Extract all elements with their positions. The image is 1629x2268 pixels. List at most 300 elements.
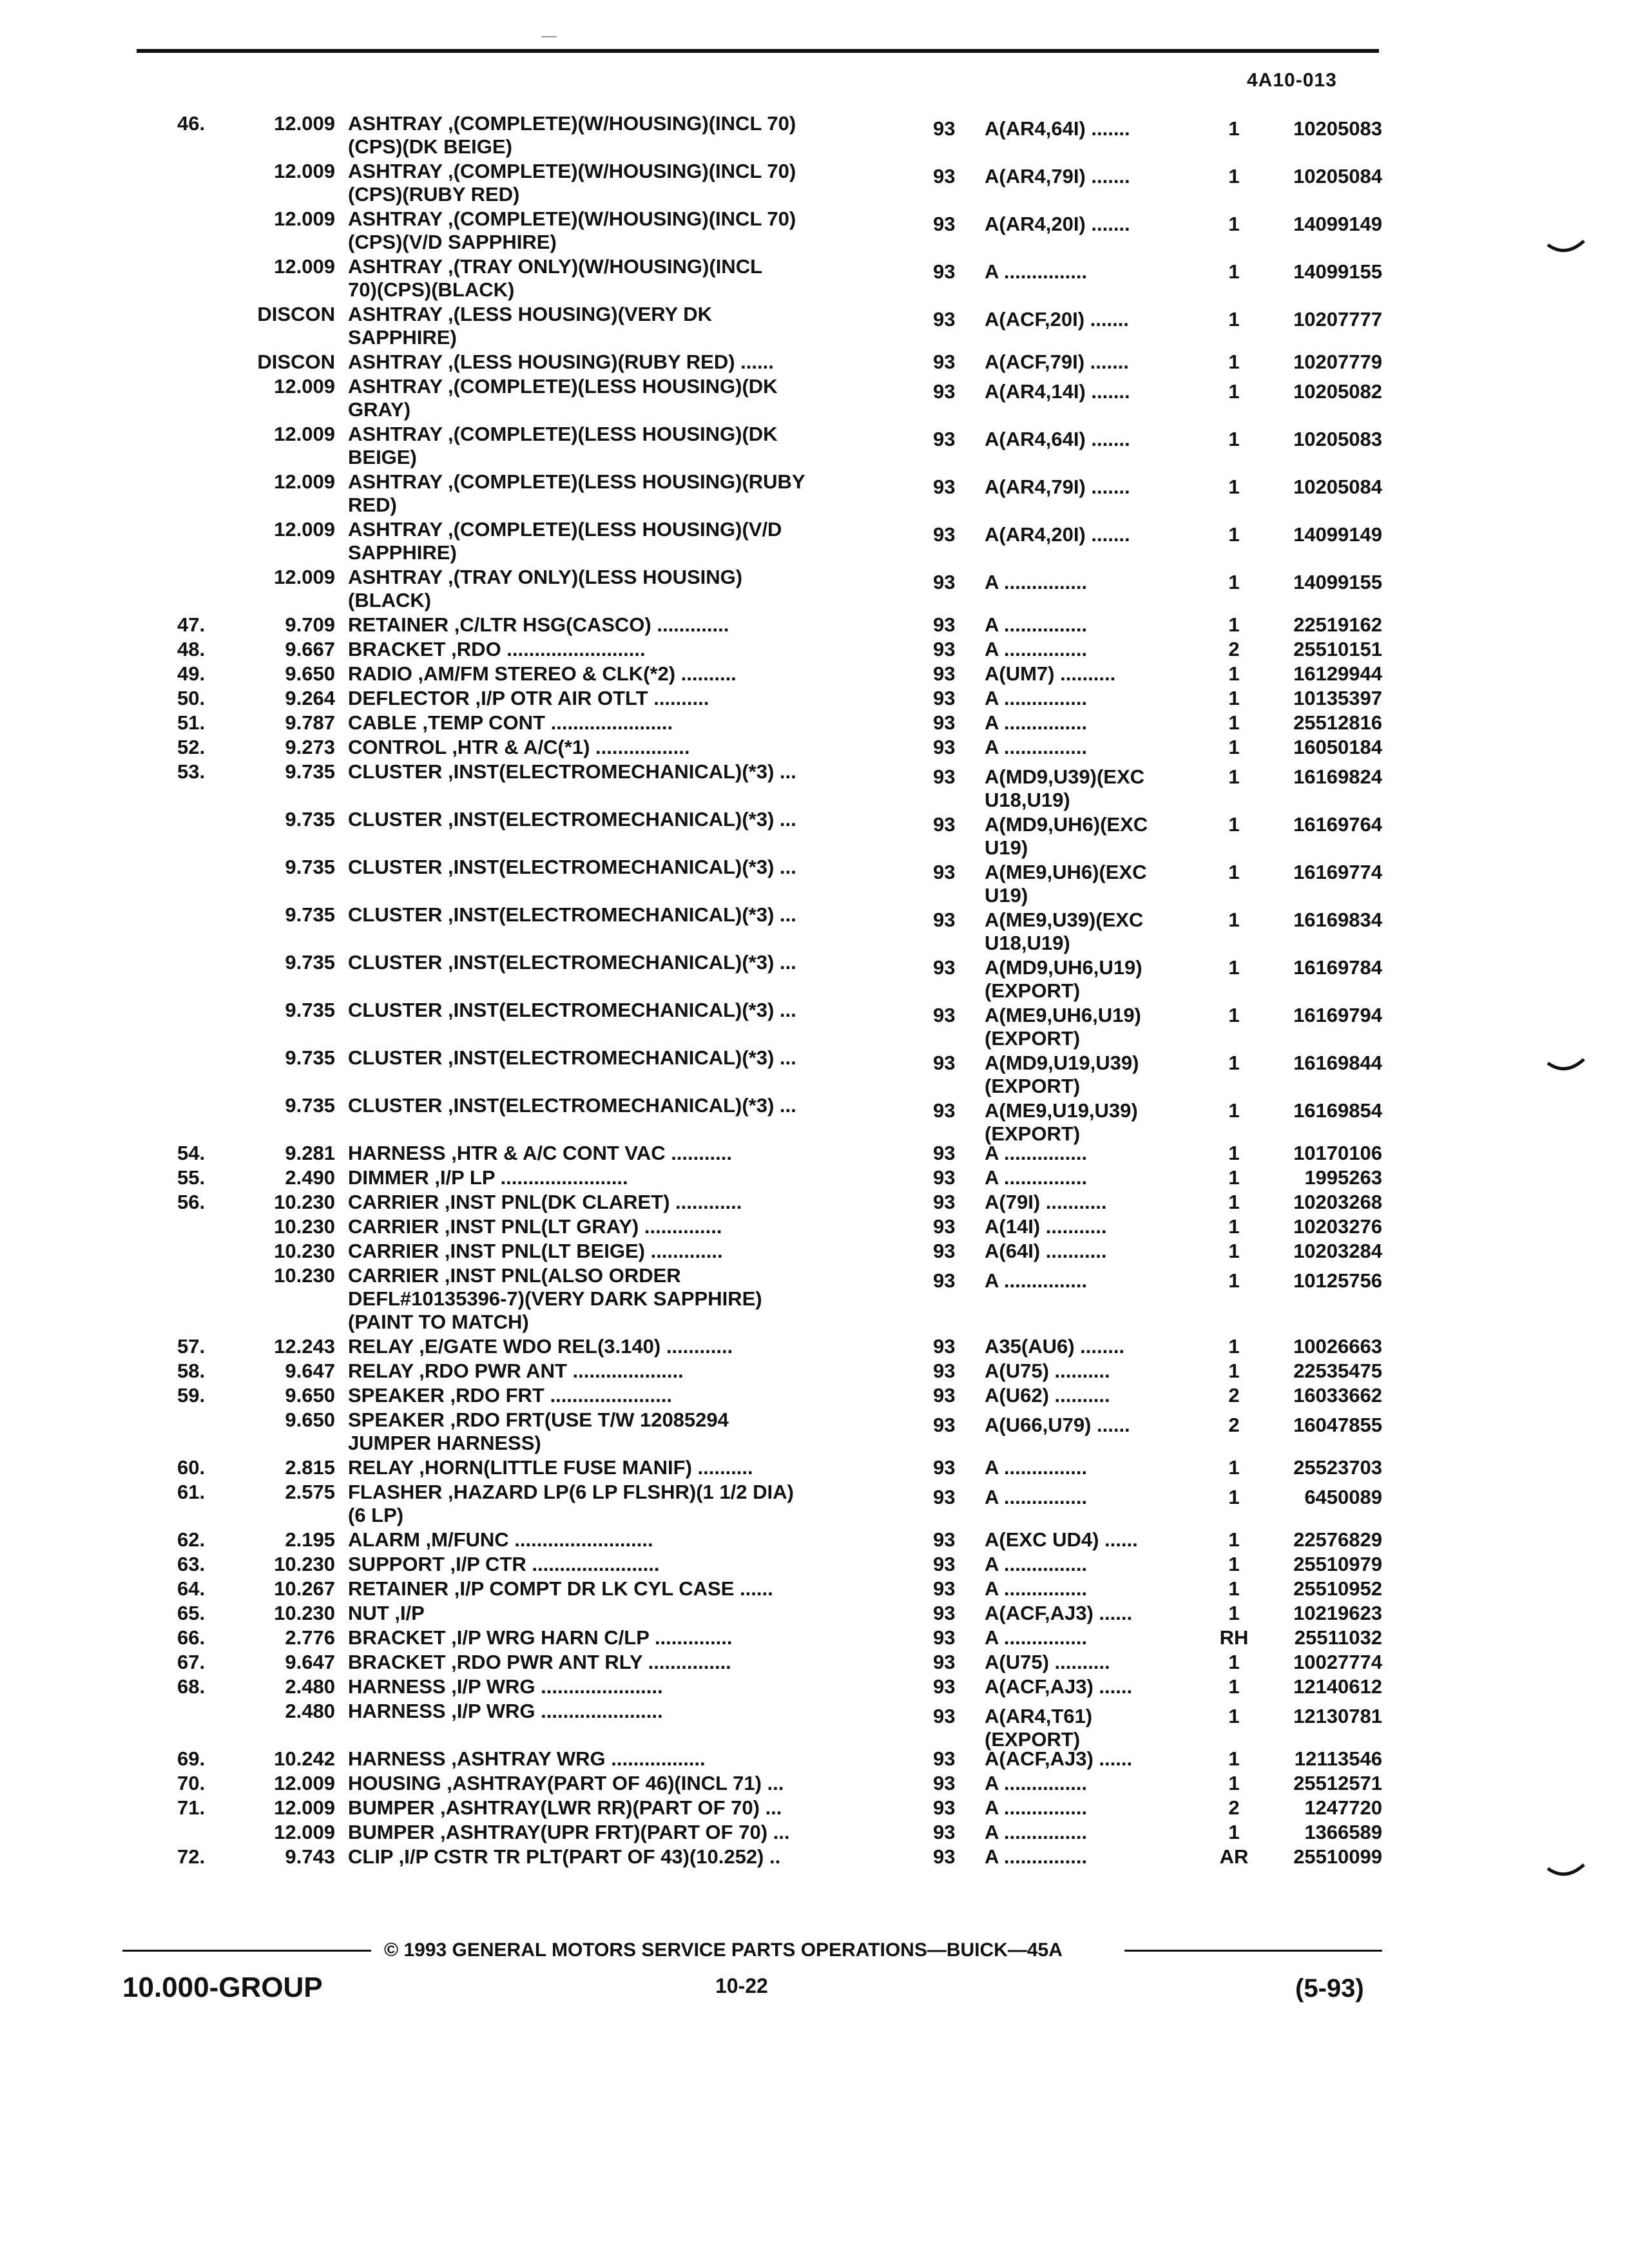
part-detail-continued: BEIGE) (348, 446, 417, 468)
model-code-continued: (EXPORT) (985, 1027, 1081, 1050)
group-number: 2.195 (285, 1528, 335, 1551)
part-description (348, 470, 889, 517)
model-year: 93 (933, 1651, 956, 1673)
parts-row (0, 1700, 1629, 1751)
part-number: 16169834 (1293, 908, 1382, 931)
part-number: 25510979 (1293, 1553, 1382, 1575)
model-code: A ............... (985, 1577, 1088, 1600)
model-code-continued: U18,U19) (985, 932, 1070, 954)
model-code: A ............... (985, 571, 1088, 593)
part-detail: ,I/P WRG HARN C/LP .............. (445, 1626, 733, 1649)
model-year: 93 (933, 1675, 956, 1698)
part-name: CLUSTER (348, 1046, 443, 1069)
model-year: 93 (933, 1705, 956, 1727)
part-detail-continued: (CPS)(V/D SAPPHIRE) (348, 231, 557, 253)
quantity: 1 (1228, 1528, 1240, 1551)
model-usage (985, 1360, 1217, 1383)
part-description (348, 423, 889, 469)
group-number: 2.480 (285, 1700, 335, 1722)
quantity: 1 (1228, 908, 1240, 931)
part-detail: ,RDO FRT(USE T/W 12085294 (444, 1408, 729, 1431)
part-name: RETAINER (348, 613, 449, 636)
model-usage (985, 1142, 1217, 1165)
parts-row (0, 1747, 1629, 1772)
parts-row (0, 351, 1629, 375)
part-number: 10135397 (1293, 687, 1382, 709)
revision-date: (5-93) (1295, 1974, 1364, 2003)
model-usage (985, 1651, 1217, 1674)
model-usage (985, 476, 1217, 499)
group-number: DISCON (257, 351, 335, 373)
model-year: 93 (933, 861, 956, 883)
ref-number: 60. (177, 1456, 206, 1479)
part-number: 1995263 (1304, 1166, 1382, 1189)
quantity: 2 (1228, 1414, 1240, 1436)
part-name: BRACKET (348, 638, 446, 660)
parts-row (0, 1094, 1629, 1145)
part-detail: ,(COMPLETE)(W/HOUSING)(INCL 70) (442, 112, 796, 135)
model-usage (985, 213, 1217, 236)
part-detail: ,I/P WRG ...................... (445, 1675, 663, 1698)
ref-number: 52. (177, 736, 206, 758)
part-detail: ,(COMPLETE)(LESS HOUSING)(DK (442, 423, 778, 445)
parts-row (0, 1675, 1629, 1700)
part-detail-continued: (6 LP) (348, 1504, 404, 1526)
model-code: A ............... (985, 1626, 1088, 1649)
model-year: 93 (933, 1191, 956, 1213)
group-number: 10.230 (274, 1553, 335, 1575)
model-code: A ............... (985, 260, 1088, 283)
part-detail: ,I/P CSTR TR PLT(PART OF 43)(10.252) .. (393, 1845, 781, 1868)
part-name: ASHTRAY (348, 423, 443, 445)
part-name: ALARM (348, 1528, 420, 1551)
part-description (348, 662, 889, 686)
part-detail-continued: RED) (348, 494, 397, 516)
part-detail-continued: (CPS)(RUBY RED) (348, 183, 520, 206)
part-number: 25512816 (1293, 711, 1382, 734)
parts-row (0, 160, 1629, 207)
footer-rule-left (122, 1950, 371, 1952)
part-name: CARRIER (348, 1240, 439, 1262)
model-year: 93 (933, 956, 956, 979)
model-code: A(ACF,AJ3) ...... (985, 1747, 1133, 1770)
part-number: 10027774 (1293, 1651, 1382, 1673)
model-usage (985, 813, 1217, 860)
part-detail: ,RDO PWR ANT RLY ............... (445, 1651, 731, 1673)
model-code: A(UM7) .......... (985, 662, 1116, 685)
part-number: 10125756 (1293, 1269, 1382, 1292)
part-name: CLUSTER (348, 903, 443, 926)
part-name: SPEAKER (348, 1384, 445, 1407)
quantity: AR (1219, 1845, 1249, 1868)
model-usage (985, 1240, 1217, 1263)
part-number: 22576829 (1293, 1528, 1382, 1551)
quantity: 1 (1228, 1215, 1240, 1238)
quantity: 1 (1228, 260, 1240, 283)
model-year: 93 (933, 1004, 956, 1026)
part-detail-continued: SAPPHIRE) (348, 326, 457, 349)
group-number: 12.009 (274, 112, 335, 135)
group-number: 9.735 (285, 951, 335, 974)
part-description (348, 1408, 889, 1455)
quantity: 1 (1228, 165, 1240, 187)
model-usage (985, 260, 1217, 284)
parts-row (0, 112, 1629, 160)
part-description (348, 112, 889, 159)
part-name: CARRIER (348, 1215, 439, 1238)
part-description (348, 1747, 889, 1771)
model-code: A(ACF,AJ3) ...... (985, 1602, 1133, 1624)
ref-number: 57. (177, 1335, 206, 1358)
group-number: 9.650 (285, 1408, 335, 1431)
model-code: A(AR4,64I) ....... (985, 428, 1130, 450)
model-code: A ............... (985, 687, 1088, 709)
part-description (348, 1602, 889, 1625)
quantity: 1 (1228, 1099, 1240, 1122)
parts-row (0, 1384, 1629, 1408)
model-usage (985, 765, 1217, 812)
model-code: A(ACF,79I) ....... (985, 351, 1129, 373)
model-code: A(ME9,UH6,U19) (985, 1004, 1141, 1026)
part-number: 12113546 (1294, 1747, 1382, 1770)
model-year: 93 (933, 1052, 956, 1074)
group-number: 10.230 (274, 1240, 335, 1262)
model-usage (985, 1166, 1217, 1189)
ref-number: 56. (177, 1191, 206, 1213)
parts-row (0, 1602, 1629, 1626)
model-year: 93 (933, 1528, 956, 1551)
model-usage (985, 1626, 1217, 1649)
part-detail-continued: (CPS)(DK BEIGE) (348, 135, 512, 158)
parts-row (0, 1528, 1629, 1553)
group-number: 9.281 (285, 1142, 335, 1164)
quantity: 1 (1228, 1553, 1240, 1575)
parts-row (0, 951, 1629, 1002)
model-year: 93 (933, 1269, 956, 1292)
ref-number: 55. (177, 1166, 206, 1189)
model-usage (985, 165, 1217, 188)
model-year: 93 (933, 476, 956, 498)
model-code: A(ACF,20I) ....... (985, 308, 1129, 331)
part-number: 10203276 (1293, 1215, 1382, 1238)
model-usage (985, 1269, 1217, 1293)
ref-number: 70. (177, 1772, 206, 1794)
ref-number: 47. (177, 613, 206, 636)
parts-row (0, 1481, 1629, 1528)
part-number: 16169774 (1293, 861, 1382, 883)
model-code: A(AR4,64I) ....... (985, 117, 1130, 140)
model-usage (985, 1796, 1217, 1820)
parts-row (0, 1360, 1629, 1384)
part-detail: ,I/P OTR AIR OTLT .......... (469, 687, 709, 709)
model-year: 93 (933, 1845, 956, 1868)
part-number: 1247720 (1304, 1796, 1382, 1819)
parts-row (0, 1796, 1629, 1821)
part-name: RELAY (348, 1335, 414, 1358)
ref-number: 69. (177, 1747, 206, 1770)
quantity: 1 (1228, 1602, 1240, 1624)
part-detail: ,(COMPLETE)(LESS HOUSING)(DK (442, 375, 778, 398)
part-description (348, 1264, 889, 1334)
model-code: A ............... (985, 638, 1088, 660)
part-name: RADIO (348, 662, 412, 685)
part-detail: ,ASHTRAY(UPR FRT)(PART OF 70) ... (434, 1821, 790, 1843)
quantity: RH (1219, 1626, 1249, 1649)
quantity: 1 (1228, 1166, 1240, 1189)
part-number: 10203284 (1293, 1240, 1382, 1262)
quantity: 1 (1228, 1360, 1240, 1382)
part-description (348, 351, 889, 374)
part-description (348, 1626, 889, 1649)
part-description (348, 613, 889, 637)
quantity: 1 (1228, 1577, 1240, 1600)
part-number: 25511032 (1294, 1626, 1382, 1649)
model-code-continued: (EXPORT) (985, 979, 1081, 1002)
model-usage (985, 351, 1217, 374)
part-detail: ,INST(ELECTROMECHANICAL)(*3) ... (442, 951, 796, 974)
part-description (348, 1481, 889, 1527)
model-code: A ............... (985, 1166, 1088, 1189)
model-usage (985, 1772, 1217, 1795)
quantity: 1 (1228, 1335, 1240, 1358)
binding-mark (1547, 238, 1585, 258)
part-number: 16169794 (1293, 1004, 1382, 1026)
parts-row (0, 518, 1629, 566)
group-number: 9.647 (285, 1360, 335, 1382)
group-number: 12.243 (274, 1335, 335, 1358)
part-name: DIMMER (348, 1166, 429, 1189)
parts-row (0, 303, 1629, 351)
parts-row (0, 1191, 1629, 1215)
model-year: 93 (933, 1384, 956, 1407)
quantity: 1 (1228, 213, 1240, 235)
part-name: ASHTRAY (348, 207, 443, 230)
part-description (348, 1094, 889, 1117)
parts-row (0, 1626, 1629, 1651)
group-number: 2.815 (285, 1456, 335, 1479)
group-number: 12.009 (274, 518, 335, 541)
part-description (348, 903, 889, 927)
part-detail-continued: (PAINT TO MATCH) (348, 1311, 529, 1333)
model-usage (985, 1099, 1217, 1146)
parts-table (0, 112, 1629, 1870)
model-year: 93 (933, 165, 956, 187)
part-detail: ,ASHTRAY(LWR RR)(PART OF 70) ... (434, 1796, 782, 1819)
part-name: CLUSTER (348, 999, 443, 1021)
part-detail: ,INST(ELECTROMECHANICAL)(*3) ... (442, 856, 796, 878)
model-year: 93 (933, 1602, 956, 1624)
model-code: A(MD9,U19,U39) (985, 1052, 1139, 1074)
part-name: FLASHER (348, 1481, 443, 1503)
group-number: 10.242 (274, 1747, 335, 1770)
model-usage (985, 908, 1217, 955)
model-usage (985, 380, 1217, 403)
part-name: CLUSTER (348, 808, 443, 831)
part-detail: ,(COMPLETE)(W/HOUSING)(INCL 70) (442, 207, 796, 230)
model-usage (985, 687, 1217, 710)
part-description (348, 160, 889, 206)
part-detail: ,HORN(LITTLE FUSE MANIF) .......... (413, 1456, 753, 1479)
model-usage (985, 662, 1217, 686)
part-number: 10205084 (1293, 476, 1382, 498)
quantity: 2 (1228, 1384, 1240, 1407)
part-description (348, 1456, 889, 1479)
model-usage (985, 861, 1217, 907)
group-number: 12.009 (274, 160, 335, 182)
part-detail: ,E/GATE WDO REL(3.140) ............ (413, 1335, 733, 1358)
model-usage (985, 1577, 1217, 1600)
model-code: A(MD9,UH6,U19) (985, 956, 1142, 979)
part-number: 10205082 (1293, 380, 1382, 403)
group-label: 10.000-GROUP (122, 1972, 323, 2003)
quantity: 1 (1228, 1675, 1240, 1698)
part-detail: ,(TRAY ONLY)(LESS HOUSING) (442, 566, 743, 588)
part-detail: ,I/P WRG ...................... (445, 1700, 663, 1722)
model-code: A(ME9,UH6)(EXC (985, 861, 1147, 883)
part-number: 10203268 (1293, 1191, 1382, 1213)
quantity: 1 (1228, 1142, 1240, 1164)
model-code: A(U66,U79) ...... (985, 1414, 1130, 1436)
model-year: 93 (933, 662, 956, 685)
quantity: 1 (1228, 571, 1240, 593)
binding-mark (1547, 1057, 1585, 1076)
ref-number: 46. (177, 112, 206, 135)
part-name: ASHTRAY (348, 351, 443, 373)
quantity: 1 (1228, 1821, 1240, 1843)
parts-row (0, 760, 1629, 811)
quantity: 1 (1228, 1191, 1240, 1213)
part-description (348, 638, 889, 661)
part-name: HOUSING (348, 1772, 441, 1794)
parts-row (0, 1335, 1629, 1360)
part-name: CONTROL (348, 736, 447, 758)
group-number: DISCON (257, 303, 335, 325)
group-number: 9.650 (285, 662, 335, 685)
model-code-continued: U19) (985, 836, 1028, 859)
part-description (348, 1384, 889, 1407)
quantity: 1 (1228, 523, 1240, 546)
parts-row (0, 470, 1629, 518)
part-number: 16169854 (1293, 1099, 1382, 1122)
ref-number: 53. (177, 760, 206, 783)
model-code: A(ME9,U19,U39) (985, 1099, 1138, 1122)
parts-row (0, 808, 1629, 859)
parts-row (0, 423, 1629, 470)
model-year: 93 (933, 1486, 956, 1508)
page-number: 10-22 (715, 1974, 768, 1997)
part-detail: ,I/P COMPT DR LK CYL CASE ...... (448, 1577, 773, 1600)
part-description (348, 1772, 889, 1795)
quantity: 1 (1228, 1240, 1240, 1262)
part-detail: ,INST(ELECTROMECHANICAL)(*3) ... (442, 808, 796, 831)
model-usage (985, 1191, 1217, 1214)
part-number: 10207777 (1293, 308, 1382, 331)
group-number: 2.490 (285, 1166, 335, 1189)
group-number: 2.776 (285, 1626, 335, 1649)
parts-row (0, 638, 1629, 662)
quantity: 1 (1228, 1052, 1240, 1074)
part-description (348, 1142, 889, 1165)
part-name: ASHTRAY (348, 255, 443, 278)
model-usage (985, 1528, 1217, 1552)
quantity: 2 (1228, 1796, 1240, 1819)
model-usage (985, 117, 1217, 140)
part-number: 10219623 (1293, 1602, 1382, 1624)
part-description (348, 1821, 889, 1844)
binding-mark (1547, 1862, 1585, 1881)
part-number: 22535475 (1293, 1360, 1382, 1382)
group-number: 9.735 (285, 1046, 335, 1069)
model-usage (985, 1705, 1217, 1751)
model-year: 93 (933, 1772, 956, 1794)
model-code: A35(AU6) ........ (985, 1335, 1125, 1358)
model-code-continued: (EXPORT) (985, 1075, 1081, 1097)
part-description (348, 1553, 889, 1576)
model-year: 93 (933, 1796, 956, 1819)
group-number: 9.735 (285, 903, 335, 926)
parts-row (0, 1408, 1629, 1456)
group-number: 12.009 (274, 207, 335, 230)
model-year: 93 (933, 1414, 956, 1436)
model-code: A(ME9,U39)(EXC (985, 908, 1144, 931)
model-code-continued: (EXPORT) (985, 1122, 1081, 1145)
model-code-continued: U18,U19) (985, 789, 1070, 811)
part-description (348, 711, 889, 735)
part-description (348, 1046, 889, 1070)
part-detail: ,INST PNL(LT BEIGE) ............. (439, 1240, 723, 1262)
group-number: 12.009 (274, 1796, 335, 1819)
ref-number: 48. (177, 638, 206, 660)
model-code: A(14I) ........... (985, 1215, 1107, 1238)
model-year: 93 (933, 1456, 956, 1479)
part-detail: ,HTR & A/C(*1) ................. (446, 736, 690, 758)
model-year: 93 (933, 1821, 956, 1843)
ref-number: 65. (177, 1602, 206, 1624)
page-code: 4A10-013 (1247, 70, 1337, 91)
part-description (348, 1335, 889, 1358)
part-description (348, 1240, 889, 1263)
model-usage (985, 1845, 1217, 1869)
part-number: 16047855 (1293, 1414, 1382, 1436)
part-description (348, 760, 889, 783)
group-number: 12.009 (274, 375, 335, 398)
top-scan-mark (541, 36, 557, 37)
ref-number: 68. (177, 1675, 206, 1698)
part-name: NUT (348, 1602, 389, 1624)
model-code: A(U75) .......... (985, 1651, 1110, 1673)
part-name: HARNESS (348, 1747, 446, 1770)
part-detail: ,AM/FM STEREO & CLK(*2) .......... (412, 662, 737, 685)
part-number: 10207779 (1293, 351, 1382, 373)
part-description (348, 736, 889, 759)
group-number: 9.273 (285, 736, 335, 758)
model-usage (985, 1414, 1217, 1437)
model-usage (985, 1052, 1217, 1098)
model-code-continued: U19) (985, 884, 1028, 907)
model-code: A(U62) .......... (985, 1384, 1110, 1407)
part-number: 12140612 (1293, 1675, 1382, 1698)
model-usage (985, 1384, 1217, 1407)
parts-row (0, 1845, 1629, 1870)
model-year: 93 (933, 1240, 956, 1262)
group-number: 9.667 (285, 638, 335, 660)
quantity: 1 (1228, 861, 1240, 883)
part-description (348, 687, 889, 710)
part-name: HARNESS (348, 1675, 446, 1698)
part-description (348, 207, 889, 254)
model-year: 93 (933, 1099, 956, 1122)
model-code: A ............... (985, 1142, 1088, 1164)
